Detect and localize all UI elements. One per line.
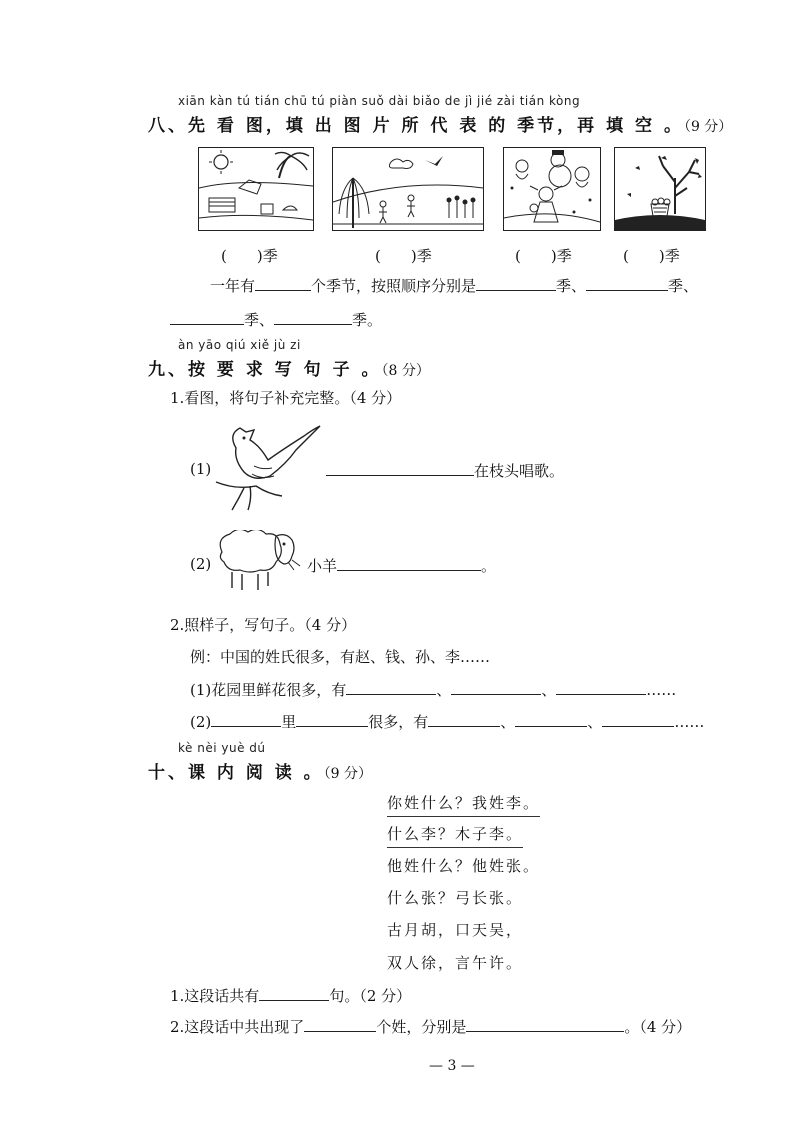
text-a: 一年有	[210, 277, 256, 295]
poem-line-3: 他姓什么？他姓张。	[387, 857, 541, 875]
sec10-points: （9 分）	[323, 766, 373, 782]
poem-line-4: 什么张？弓长张。	[387, 889, 524, 907]
poem-line-1: 你姓什么？我姓李。	[387, 792, 540, 817]
sec9-points: （8 分）	[381, 363, 430, 379]
ellipsis-2: ……	[674, 713, 705, 731]
sentence-count-blank[interactable]	[259, 986, 329, 1001]
sec8-question-line-1	[210, 275, 698, 296]
sec10-q1	[170, 985, 411, 1006]
sec10-pinyin: kè nèi yuè dú	[178, 741, 266, 755]
item-blank-2[interactable]	[515, 712, 587, 727]
place-blank[interactable]	[211, 712, 281, 727]
sec10-q2	[170, 1016, 691, 1037]
sec10-q2-prefix: 2.这段话中共出现了	[170, 1018, 305, 1036]
thing-blank[interactable]	[296, 712, 368, 727]
item-blank-1[interactable]	[428, 712, 500, 727]
autumn-tree-picture	[614, 147, 706, 231]
q1-1-text: 在枝头唱歌。	[474, 462, 565, 480]
season-label-2: ( )季	[375, 247, 432, 265]
season-blank-1[interactable]	[476, 276, 556, 291]
sec8-pinyin: xiān kàn tú tián chū tú piàn suǒ dài biǎo de jì jié zài tián kòng	[178, 94, 581, 108]
q2-1-line	[190, 679, 676, 700]
sec10-q1-prefix: 1.这段话共有	[170, 987, 260, 1005]
q2-2-hen: 很多，有	[368, 713, 429, 731]
example-sentence: 例：中国的姓氏很多，有赵、钱、孙、李……	[190, 648, 491, 666]
season-label-1: ( )季	[221, 247, 278, 265]
flower-blank-2[interactable]	[451, 680, 541, 695]
poem-line-5: 古月胡，口天吴，	[387, 921, 524, 939]
winter-snowman-picture	[503, 147, 601, 231]
sec8-title	[148, 111, 732, 136]
dun-3: 、	[500, 713, 516, 731]
season-label-4: ( )季	[623, 247, 680, 265]
sec10-q2-suffix: 。（4 分）	[624, 1018, 692, 1036]
sec9-q1-title: 1.看图，将句子补充完整。（4 分）	[170, 389, 402, 407]
q2-1-prefix: (1)花园里鲜花很多，有	[190, 681, 347, 699]
sec8-title-text: 八、先 看 图，填 出 图 片 所 代 表 的 季节，再 填 空 。	[148, 116, 684, 136]
surname-count-blank[interactable]	[304, 1017, 376, 1032]
flower-blank-1[interactable]	[346, 680, 436, 695]
summer-beach-picture	[198, 147, 314, 231]
text-b: 个季节，按照顺序分别是	[311, 277, 477, 295]
dun-4: 、	[587, 713, 603, 731]
q2-2-li: 里	[281, 713, 297, 731]
sec8-points: （9 分）	[683, 119, 733, 135]
q1-2-answer-line	[307, 555, 496, 576]
poem-line-2: 什么李？木子李。	[387, 823, 523, 848]
sec9-pinyin: àn yāo qiú xiě jù zi	[178, 338, 301, 352]
bird-subject-blank[interactable]	[326, 461, 474, 476]
sec9-q2-title: 2.照样子，写句子。（4 分）	[170, 616, 357, 634]
surname-list-blank[interactable]	[466, 1017, 624, 1032]
poem-line-6: 双人徐，言午许。	[387, 954, 524, 972]
page-number: — 3 —	[429, 1058, 475, 1074]
text-e: 季、	[244, 311, 275, 329]
q1-2-prefix: 小羊	[307, 557, 338, 575]
text-d: 季、	[668, 277, 699, 295]
text-c: 季、	[556, 277, 587, 295]
season-count-blank[interactable]	[255, 276, 311, 291]
q1-1-answer-line	[326, 460, 564, 481]
season-blank-4[interactable]	[274, 310, 352, 325]
q2-2-number: (2)	[190, 713, 212, 731]
q2-2-line	[190, 711, 704, 732]
bird-on-branch-illustration	[214, 422, 324, 514]
season-blank-3[interactable]	[170, 310, 244, 325]
q1-2-end: 。	[481, 557, 497, 575]
sec10-title-text: 十、课 内 阅 读 。	[148, 763, 324, 783]
sec10-q2-mid: 个姓，分别是	[376, 1018, 467, 1036]
text-f: 季。	[352, 311, 383, 329]
sec10-q1-suffix: 句。（2 分）	[329, 987, 412, 1005]
season-label-3: ( )季	[515, 247, 572, 265]
sec9-title	[148, 355, 430, 380]
sec9-title-text: 九、按 要 求 写 句 子 。	[148, 360, 382, 380]
lamb-action-blank[interactable]	[337, 556, 481, 571]
item-blank-3[interactable]	[602, 712, 674, 727]
ellipsis-1: ……	[646, 681, 677, 699]
q1-2-number: (2)	[190, 555, 212, 573]
sec10-title	[148, 758, 372, 783]
sec8-question-line-2	[170, 309, 382, 330]
q1-1-number: (1)	[190, 460, 212, 478]
season-blank-2[interactable]	[586, 276, 668, 291]
flower-blank-3[interactable]	[556, 680, 646, 695]
lamb-eating-grass-illustration	[214, 530, 306, 592]
dun-2: 、	[541, 681, 557, 699]
dun-1: 、	[436, 681, 452, 699]
spring-picture	[332, 147, 484, 231]
